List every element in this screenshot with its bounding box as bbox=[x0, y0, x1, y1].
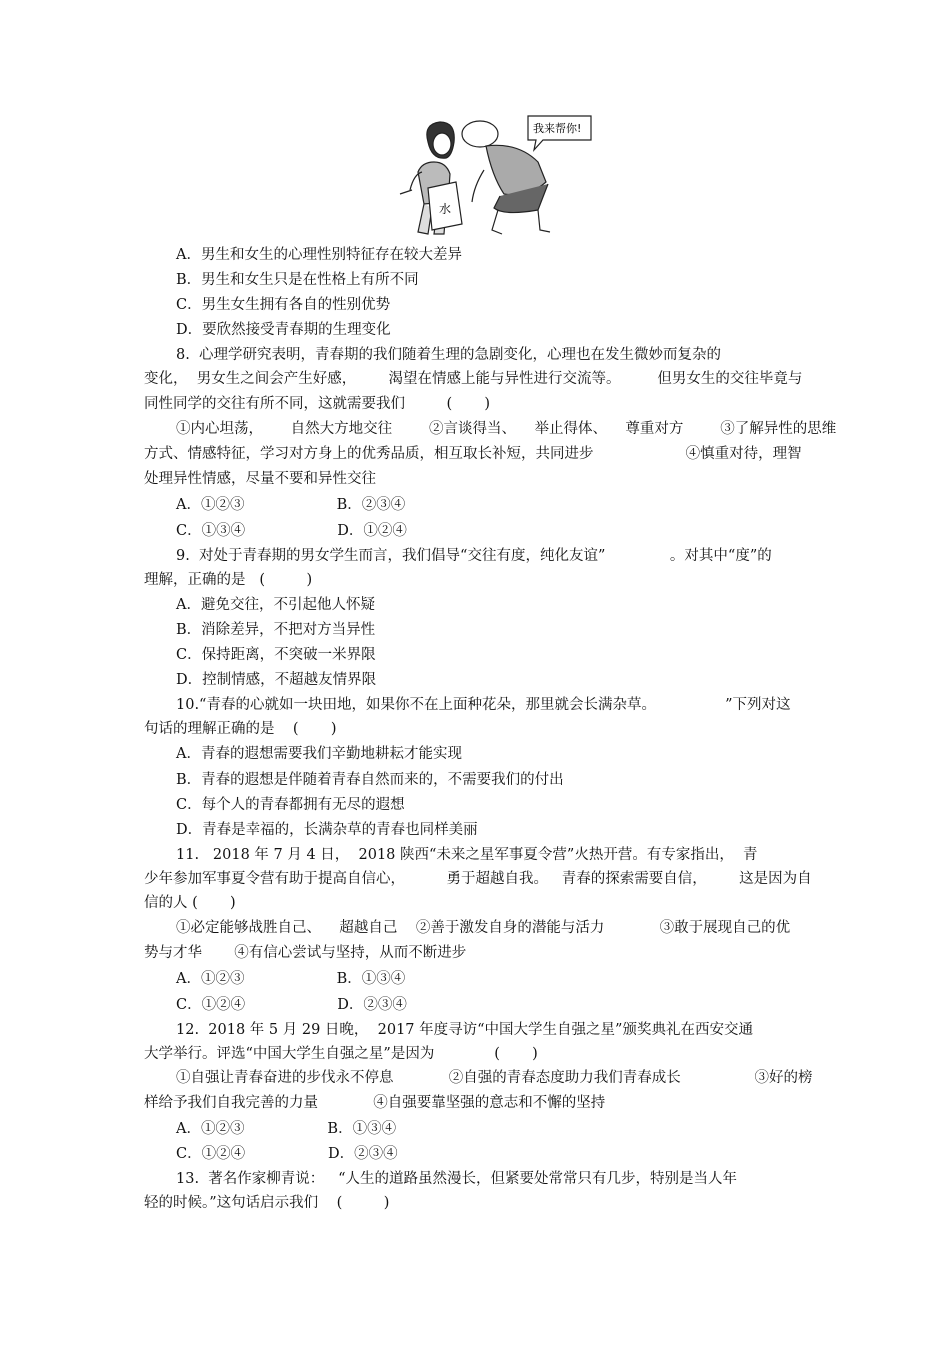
q13-stem-line-2: 轻的时候。”这句话启示我们 ( ) bbox=[144, 1195, 390, 1211]
q10-option-c: C．每个人的青春都拥有无尽的遐想 bbox=[176, 797, 405, 813]
q11-statement-line-1: ①必定能够战胜自己、 超越自己 ②善于激发自身的潜能与活力 ③敢于展现自己的优 bbox=[176, 920, 791, 936]
q10-option-b: B．青春的遐想是伴随着青春自然而来的，不需要我们的付出 bbox=[176, 772, 564, 788]
q11-stem-line-1: 11. 2018 年 7 月 4 日， 2018 陕西“未来之星军事夏令营”火热开营。有专家指出， 青 bbox=[176, 847, 758, 863]
q11-statement-line-2: 势与才华 ④有信心尝试与坚持，从而不断进步 bbox=[144, 945, 467, 961]
q12-statement-line-1: ①自强让青春奋进的步伐永不停息 ②自强的青春态度助力我们青春成长 ③好的榜 bbox=[176, 1070, 813, 1086]
q12-stem-line-1: 12. 2018 年 5 月 29 日晚， 2017 年度寻访“中国大学生自强之星”颁奖典礼在西安交通 bbox=[176, 1022, 753, 1038]
q11-options-ab: A．①②③ B．①③④ bbox=[176, 971, 406, 987]
q7-option-a: A．男生和女生的心理性别特征存在较大差异 bbox=[176, 247, 462, 263]
illustration bbox=[388, 112, 603, 242]
q9-option-d: D．控制情感，不超越友情界限 bbox=[176, 672, 377, 688]
q12-statement-line-2: 样给予我们自我完善的力量 ④自强要靠坚强的意志和不懈的坚持 bbox=[144, 1095, 606, 1111]
q10-stem-line-2: 句话的理解正确的是 ( ) bbox=[144, 721, 337, 737]
q11-stem-line-3: 信的人 ( ) bbox=[144, 895, 236, 911]
q10-option-a: A．青春的遐想需要我们辛勤地耕耘才能实现 bbox=[176, 746, 462, 762]
box-label: 水 bbox=[439, 202, 452, 216]
speech-bubble bbox=[528, 116, 591, 150]
q8-stem-line-3: 同性同学的交往有所不同，这就需要我们 ( ) bbox=[144, 396, 491, 412]
q8-options-cd: C．①③④ D．①②④ bbox=[176, 523, 407, 539]
q9-option-c: C．保持距离，不突破一米界限 bbox=[176, 647, 376, 663]
q7-option-d: D．要欣然接受青春期的生理变化 bbox=[176, 322, 391, 338]
q10-stem-line-1: 10.“青春的心就如一块田地，如果你不在上面种花朵，那里就会长满杂草。 ”下列对这 bbox=[176, 697, 791, 713]
bubble-text: 我来帮你! bbox=[533, 122, 582, 135]
q11-options-cd: C．①②④ D．②③④ bbox=[176, 997, 407, 1013]
q12-stem-line-2: 大学举行。评选“中国大学生自强之星”是因为 ( ) bbox=[144, 1046, 538, 1062]
q9-option-a: A．避免交往，不引起他人怀疑 bbox=[176, 597, 375, 613]
water-box bbox=[428, 182, 462, 230]
q7-option-c: C．男生女生拥有各自的性别优势 bbox=[176, 297, 391, 313]
q13-stem-line-1: 13. 著名作家柳青说： “人生的道路虽然漫长，但紧要处常常只有几步，特别是当人年 bbox=[176, 1171, 738, 1187]
q8-statement-line-1: ①内心坦荡， 自然大方地交往 ②言谈得当、 举止得体、 尊重对方 ③了解异性的思维 bbox=[176, 421, 837, 437]
q11-stem-line-2: 少年参加军事夏令营有助于提高自信心， 勇于超越自我。 青春的探索需要自信， 这是因为自 bbox=[144, 871, 812, 887]
q12-options-ab: A．①②③ B．①③④ bbox=[176, 1121, 397, 1137]
q8-stem-line-2: 变化， 男女生之间会产生好感， 渴望在情感上能与异性进行交流等。 但男女生的交往毕竟与 bbox=[144, 371, 803, 387]
q8-statement-line-2: 方式、情感特征，学习对方身上的优秀品质，相互取长补短，共同进步 ④慎重对待，理智 bbox=[144, 446, 802, 462]
q7-option-b: B．男生和女生只是在性格上有所不同 bbox=[176, 272, 419, 288]
q10-option-d: D．青春是幸福的，长满杂草的青春也同样美丽 bbox=[176, 822, 478, 838]
q9-stem-line-1: 9. 对处于青春期的男女学生而言，我们倡导“交往有度，纯化友谊” 。对其中“度”的 bbox=[176, 548, 772, 564]
q8-stem-line-1: 8. 心理学研究表明，青春期的我们随着生理的急剧变化，心理也在发生微妙而复杂的 bbox=[176, 347, 722, 363]
q8-statement-line-3: 处理异性情感，尽量不要和异性交往 bbox=[144, 471, 376, 487]
q8-options-ab: A．①②③ B．②③④ bbox=[176, 497, 406, 513]
q12-options-cd: C．①②④ D．②③④ bbox=[176, 1146, 398, 1162]
q9-option-b: B．消除差异，不把对方当异性 bbox=[176, 622, 376, 638]
q9-stem-line-2: 理解，正确的是 ( ) bbox=[144, 572, 313, 588]
